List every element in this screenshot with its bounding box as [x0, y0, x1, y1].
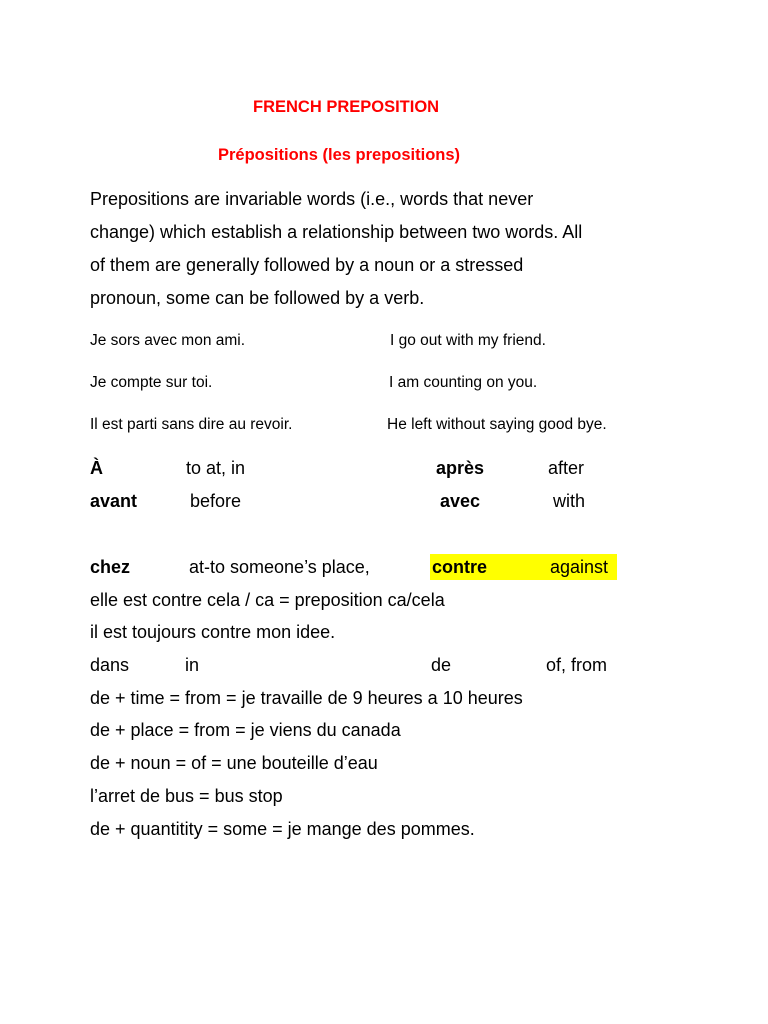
document-subtitle: Prépositions (les prepositions) — [218, 146, 461, 164]
de-note: de + place = from = je viens du canada — [90, 720, 401, 740]
example-french: Je sors avec mon ami. — [90, 332, 246, 349]
example-english: I go out with my friend. — [390, 332, 546, 349]
example-french: Je compte sur toi. — [90, 374, 213, 391]
intro-line: Prepositions are invariable words (i.e., words that never — [90, 189, 534, 209]
example-french: Il est parti sans dire au revoir. — [90, 416, 293, 433]
intro-line: pronoun, some can be followed by a verb. — [90, 288, 425, 308]
preposition-meaning: with — [553, 491, 586, 511]
de-note: de + time = from = je travaille de 9 heures a 10 heures — [90, 688, 523, 708]
example-english: He left without saying good bye. — [387, 416, 607, 433]
preposition-word: de — [431, 655, 452, 675]
preposition-meaning: after — [548, 458, 585, 478]
de-note: de + noun = of = une bouteille d’eau — [90, 753, 378, 773]
example-row — [0, 414, 768, 436]
preposition-word: avant — [90, 491, 138, 511]
preposition-word: À — [90, 458, 103, 478]
preposition-word: chez — [90, 557, 131, 577]
preposition-word: avec — [440, 491, 481, 511]
preposition-meaning: before — [190, 491, 242, 511]
highlighted-entry — [430, 554, 617, 580]
preposition-meaning: at-to someone’s place, — [189, 557, 370, 577]
preposition-meaning: of, from — [546, 655, 608, 675]
contre-note: il est toujours contre mon idee. — [90, 622, 336, 642]
intro-line: of them are generally followed by a noun or a stressed — [90, 255, 524, 275]
preposition-word: après — [436, 458, 485, 478]
de-note: de + quantitity = some = je mange des pommes. — [90, 819, 475, 839]
example-row — [0, 372, 768, 394]
example-row — [0, 330, 768, 352]
document-title: FRENCH PREPOSITION — [253, 98, 440, 116]
vocabulary-row — [0, 455, 768, 481]
contre-note: elle est contre cela / ca = preposition ca/cela — [90, 590, 445, 610]
preposition-word: contre — [432, 557, 488, 577]
preposition-meaning: against — [550, 557, 609, 577]
vocabulary-row — [0, 554, 768, 580]
preposition-meaning: in — [185, 655, 200, 675]
intro-line: change) which establish a relationship between two words. All — [90, 222, 583, 242]
vocabulary-row — [0, 652, 768, 678]
example-english: I am counting on you. — [389, 374, 538, 391]
de-note: l’arret de bus = bus stop — [90, 786, 283, 806]
preposition-word: dans — [90, 655, 130, 675]
preposition-meaning: to at, in — [186, 458, 246, 478]
vocabulary-row — [0, 488, 768, 514]
